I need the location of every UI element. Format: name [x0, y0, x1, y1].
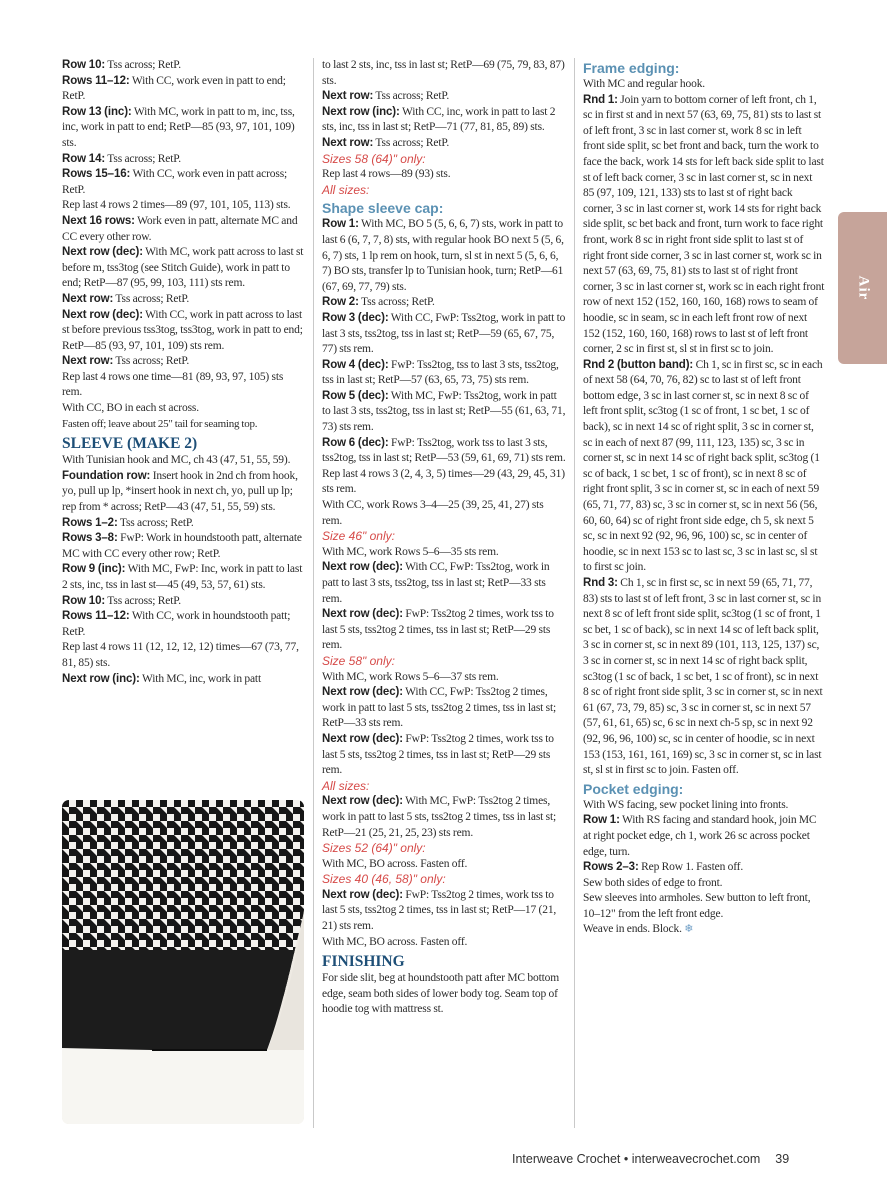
instruction-paragraph	[322, 467, 566, 498]
instruction-paragraph	[583, 813, 825, 860]
instruction-paragraph	[62, 152, 304, 168]
row-label: Row 5 (dec):	[322, 389, 389, 402]
instruction-text: With CC, work in houndstooth patt; RetP.	[62, 610, 291, 638]
instruction-paragraph	[62, 516, 304, 532]
section-heading: Frame edging:	[583, 60, 680, 76]
row-label: Next row (dec):	[62, 308, 143, 321]
instruction-text: With MC, work Rows 5–6—37 sts rem.	[322, 670, 499, 683]
size-note: Sizes 58 (64)" only:	[322, 151, 426, 166]
instruction-text: Sew sleeves into armholes. Sew button to left front, 10–12" from the left front edge.	[583, 892, 811, 920]
instruction-text: to last 2 sts, inc, tss in last st; RetP—69 (75, 79, 83, 87) sts.	[322, 59, 565, 87]
instruction-text: With MC, FwP: Tss2tog 2 times, work in patt to last 5 sts, tss2tog 2 times, tss in last st; RetP—21 (25, 21, 25, 23) sts rem.	[322, 795, 557, 839]
instruction-paragraph	[322, 311, 566, 358]
instruction-paragraph	[62, 453, 304, 469]
instruction-paragraph	[62, 354, 304, 370]
row-label: Next row (dec):	[322, 888, 403, 901]
instruction-paragraph	[583, 576, 825, 779]
section-title: SLEEVE (MAKE 2)	[62, 435, 198, 453]
row-label: Next row (dec):	[322, 561, 403, 574]
row-label: Next row (inc):	[62, 672, 140, 685]
instruction-paragraph	[583, 922, 825, 938]
instruction-text: Rep last 4 rows 11 (12, 12, 12, 12) times—67 (73, 77, 81, 85) sts.	[62, 641, 299, 669]
instruction-paragraph	[322, 732, 566, 779]
end-snowflake-icon: ❄	[684, 923, 694, 936]
instruction-text: Ch 1, sc in first sc, sc in next 59 (65, 71, 77, 83) sts to last st of left front, 3 sc in last corner st, sc in next 8 sc of left front side split, sc3tog (1 sc of front, 1 sc bet, 1 sc of back), sc in next 14 sc of left back split, 3 sc in corner st, sc in next 89 (101, 113, 125, 137) sc, 3 sc in corner st, sc in next 14 sc of right back split, sc3tog (1 sc of back, 1 sc bet, 1 sc of front), sc in next 8 sc of right front side split, 3 sc in corner st, sc in next 61 (67, 73, 79, 85) sc, 3 sc in corner st, sc in next 57 (57, 61, 61, 65) sc, 6 sc in next ch-5 sp, sc in next 92 (92, 96, 96, 100) sc, sc in center of hoodie, sc in next 153 (153, 161, 161, 169) sc, 3 sc in corner st, sc in last st, sl st in first sc to join. Fasten off.	[583, 577, 823, 777]
instruction-paragraph	[62, 417, 304, 433]
instruction-paragraph	[322, 971, 566, 1018]
instruction-paragraph	[322, 167, 566, 183]
instruction-paragraph	[322, 89, 566, 105]
instruction-text: FwP: Work in houndstooth patt, alternate MC with CC every other row; RetP.	[62, 532, 302, 560]
instruction-paragraph	[322, 935, 566, 951]
instruction-text: Tss across; RetP.	[113, 355, 190, 368]
instruction-paragraph	[583, 891, 825, 922]
page-number: 39	[775, 1152, 790, 1166]
instruction-text: FwP: Tss2tog, work tss to last 3 sts, tss2tog, tss in last st; RetP—53 (59, 61, 69, 71) sts rem.	[322, 436, 566, 465]
side-tab-label: Air	[855, 275, 871, 301]
size-note: All sizes:	[322, 778, 370, 793]
instruction-paragraph	[322, 607, 566, 654]
houndstooth-sweater-photo	[62, 800, 304, 1124]
column-divider	[574, 58, 575, 1128]
instruction-paragraph	[62, 401, 304, 417]
instruction-text: Fasten off; leave about 25" tail for seaming top.	[62, 417, 258, 430]
row-label: Row 1:	[322, 218, 359, 231]
instruction-paragraph	[322, 217, 566, 295]
instruction-text: Work even in patt, alternate MC and CC every other row.	[62, 214, 298, 243]
instruction-text: Weave in ends. Block.	[583, 923, 685, 936]
instruction-text: FwP: Tss2tog 2 times, work tss to last 5 sts, tss2tog 2 times, tss in last st; RetP—29 sts rem.	[322, 732, 554, 777]
instruction-text: Tss across; RetP.	[358, 296, 435, 309]
instruction-text: With CC, work even in patt across; RetP.	[62, 168, 288, 196]
row-label: Next row (dec):	[322, 732, 403, 745]
instruction-text: With MC, inc, work in patt	[139, 672, 262, 685]
instruction-text: Insert hook in 2nd ch from hook, yo, pull up lp, *insert hook in next ch, yo, pull up lp; rep from * across; RetP—43 (47, 51, 55, 59) sts.	[62, 469, 298, 514]
size-note: All sizes:	[322, 182, 370, 197]
row-label: Rows 3–8:	[62, 532, 118, 545]
instruction-text: With MC, work in patt to m, inc, tss, inc, work in patt to end; RetP—85 (93, 97, 101, 109) sts.	[62, 105, 295, 149]
instruction-paragraph	[62, 214, 304, 245]
instruction-text: With MC, BO across. Fasten off.	[322, 857, 468, 870]
instruction-text: Rep Row 1. Fasten off.	[638, 861, 744, 874]
instruction-text: Sew both sides of edge to front.	[583, 876, 723, 889]
instruction-text: Tss across; RetP.	[117, 516, 194, 529]
instruction-paragraph	[583, 860, 825, 876]
row-label: Next row:	[62, 292, 114, 305]
row-label: Row 2:	[322, 296, 359, 309]
row-label: Row 6 (dec):	[322, 436, 389, 449]
section-heading: Pocket edging:	[583, 780, 684, 797]
column-2	[322, 58, 566, 1018]
instruction-text: Rep last 4 rows 2 times—89 (97, 101, 105, 113) sts.	[62, 199, 291, 212]
instruction-text: Rep last 4 rows 3 (2, 4, 3, 5) times—29 (43, 29, 45, 31) sts rem.	[322, 467, 565, 496]
column-divider	[313, 58, 314, 1128]
instruction-paragraph	[583, 93, 825, 358]
instruction-text: With MC, BO 5 (5, 6, 6, 7) sts, work in patt to last 6 (6, 7, 7, 8) sts, with regular hook BO next 5 (5, 6, 6, 7) sts, 1 lp rem on hook, turn, sl st in next 5 (5, 6, 6, 7) BO sts, transfer lp to Tunisian hook, turn; RetP—61 (67, 69, 77, 79) sts.	[322, 218, 564, 293]
row-label: Next 16 rows:	[62, 214, 135, 227]
instruction-paragraph	[322, 358, 566, 389]
size-note: Sizes 52 (64)" only:	[322, 841, 426, 856]
row-label: Rows 15–16:	[62, 168, 131, 181]
footer-url: interweavecrochet.com	[631, 1152, 761, 1166]
instruction-text: FwP: Tss2tog 2 times, work tss to last 5 sts, tss2tog 2 times, tss in last st; RetP—17 (21, 21) sts rem.	[322, 888, 557, 933]
instruction-text: With MC, FwP: Inc, work in patt to last 2 sts, inc, tss in last st—45 (49, 53, 57, 61) sts.	[62, 563, 303, 591]
instruction-paragraph	[322, 498, 566, 529]
instruction-text: Tss across; RetP.	[105, 59, 181, 71]
instruction-paragraph	[62, 74, 304, 105]
instruction-text: With CC, inc, work in patt to last 2 sts, inc, tss in last st; RetP—71 (77, 81, 85, 89) sts.	[322, 105, 556, 134]
instruction-text: Tss across; RetP.	[105, 152, 181, 165]
instruction-text: Tss across; RetP.	[373, 136, 450, 149]
instruction-text: Join yarn to bottom corner of left front, ch 1, sc in first st and in next 57 (63, 69, 75, 81) sts to last st of left front, 3 sc in last corner st, work 8 sc in left front side split, sc bet front and back, turn the work to face the back, work 14 sts for left back side split to last st of left back corner, 3 sc in last corner st, sc in next 85 (97, 109, 121, 133) sts to last st of right back corner, 3 sc in last corner st, work 14 sts for right back side split, sc bet back and front, turn work to face right front, work 8 sc in right front side split to last st of right front side corner, 3 sc in last corner st, work sc in next 57 (63, 69, 75, 81) sts to last st of right front corner, 3 sc in last corner st, work sc in each right front row of next 152 (152, 160, 160, 168) rows to seam of hoodie, sc in seam, sc in each left front row of next 152 (152, 160, 160, 168) rows to last st of left front corner, 2 sc in first st, sl st in first sc to join.	[583, 93, 825, 356]
instruction-paragraph	[62, 640, 304, 671]
instruction-text: FwP: Tss2tog 2 times, work tss to last 5 sts, tss2tog 2 times, tss in last st; RetP—29 sts rem.	[322, 608, 554, 652]
instruction-text: With CC, work in patt across to last st before previous tss3tog, tss3tog, work in patt to end; RetP—85 (93, 97, 101, 109) sts rem.	[62, 308, 303, 352]
row-label: Rows 2–3:	[583, 861, 639, 874]
instruction-text: With CC, FwP: Tss2tog, work in patt to last 3 sts, tss2tog, tss in last st; RetP—59 (65, 67, 75, 77) sts rem.	[322, 311, 566, 356]
column-1	[62, 58, 304, 687]
instruction-text: FwP: Tss2tog, tss to last 3 sts, tss2tog, tss in last st; RetP—57 (63, 65, 73, 75) sts rem.	[322, 358, 559, 387]
instruction-text: With MC and regular hook.	[583, 78, 706, 90]
instruction-paragraph	[322, 295, 566, 311]
instruction-text: With CC, BO in each st across.	[62, 402, 199, 415]
row-label: Row 4 (dec):	[322, 358, 389, 371]
page-footer	[512, 1152, 832, 1166]
instruction-paragraph	[322, 857, 566, 873]
instruction-paragraph	[62, 531, 304, 562]
row-label: Next row (dec):	[322, 795, 403, 808]
instruction-paragraph	[62, 292, 304, 308]
instruction-paragraph	[62, 308, 304, 355]
row-label: Row 1:	[583, 814, 620, 827]
row-label: Rows 11–12:	[62, 74, 130, 87]
instruction-text: Tss across; RetP.	[105, 594, 181, 607]
row-label: Row 14:	[62, 152, 106, 165]
instruction-paragraph	[583, 77, 825, 93]
row-label: Foundation row:	[62, 469, 151, 482]
instruction-text: With Tunisian hook and MC, ch 43 (47, 51, 55, 59).	[62, 454, 291, 467]
row-label: Row 9 (inc):	[62, 563, 126, 576]
instruction-paragraph	[62, 609, 304, 640]
instruction-text: Rep last 4 rows—89 (93) sts.	[322, 168, 451, 181]
footer-magazine: Interweave Crochet	[512, 1152, 621, 1166]
instruction-paragraph	[322, 560, 566, 607]
instruction-paragraph	[62, 370, 304, 401]
row-label: Rows 1–2:	[62, 516, 118, 529]
instruction-text: Rep last 4 rows one time—81 (89, 93, 97, 105) sts rem.	[62, 370, 284, 399]
instruction-text: Ch 1, sc in first sc, sc in each of next 58 (64, 70, 76, 82) sc to last st of left front bottom edge, 3 sc in last corner st, sc in next 8 sc of left front split, sc3tog (1 sc of front, 1 sc bet, 1 sc of back), sc in next 14 sc of right split, 3 sc in corner st, sc in each of next 87 (99, 111, 123, 135) sc, 3 sc in corner st, sc in next 14 sc of right back split, sc3tog (1 sc of back, 1 sc bet, 1 sc of front), sc in next 8 sc of right front split, 3 sc in corner st, sc in each of next 59 (65, 71, 77, 83) sc, 3 sc in corner st, sc in next 56 (56, 60, 60, 64) sc of right front side edge, ch 5, sk next 5 sc, sc in next 92 (92, 96, 96, 100) sc, sc in center of hoodie, sc in next 153 sc to last sc, 3 sc in last sc, sl st to first sc join.	[583, 358, 823, 574]
instruction-text: With MC, BO across. Fasten off.	[322, 935, 468, 948]
instruction-paragraph	[322, 685, 566, 732]
instruction-text: With CC, work even in patt to end; RetP.	[62, 74, 286, 103]
instruction-paragraph	[62, 198, 304, 214]
instruction-paragraph	[62, 105, 304, 152]
column-3	[583, 58, 825, 938]
instruction-text: With CC, FwP: Tss2tog, work in patt to last 3 sts, tss2tog, tss in last st; RetP—33 sts rem.	[322, 561, 550, 605]
section-title: FINISHING	[322, 953, 405, 971]
instruction-paragraph	[583, 876, 825, 892]
row-label: Rnd 3:	[583, 577, 618, 589]
row-label: Next row (dec):	[322, 608, 403, 621]
row-label: Rnd 1:	[583, 93, 618, 106]
instruction-text: Tss across; RetP.	[113, 292, 190, 305]
section-heading: Shape sleeve cap:	[322, 200, 444, 217]
instruction-text: With CC, FwP: Tss2tog 2 times, work in patt to last 5 sts, tss2tog 2 times, tss in last st; RetP—33 sts rem.	[322, 686, 557, 730]
row-label: Rows 11–12:	[62, 610, 130, 623]
instruction-paragraph	[62, 167, 304, 198]
instruction-paragraph	[62, 245, 304, 292]
row-label: Next row (dec):	[62, 246, 143, 259]
instruction-text: Tss across; RetP.	[373, 90, 450, 103]
instruction-paragraph	[322, 888, 566, 935]
instruction-text: With MC, FwP: Tss2tog, work in patt to last 3 sts, tss2tog, tss in last st; RetP—55 (61, 63, 71, 73) sts rem.	[322, 389, 566, 434]
houndstooth-image	[62, 800, 304, 1124]
row-label: Row 10:	[62, 594, 106, 607]
size-note: Size 58" only:	[322, 653, 395, 668]
instruction-paragraph	[62, 594, 304, 610]
row-label: Next row:	[322, 136, 374, 149]
instruction-paragraph	[62, 58, 304, 74]
instruction-text: With CC, work Rows 3–4—25 (39, 25, 41, 27) sts rem.	[322, 499, 544, 527]
instruction-paragraph	[322, 105, 566, 136]
row-label: Next row:	[62, 355, 114, 368]
instruction-paragraph	[322, 58, 566, 89]
instruction-text: With RS facing and standard hook, join MC at right pocket edge, ch 1, work 26 sc across pocket edge, turn.	[583, 814, 817, 858]
row-label: Row 13 (inc):	[62, 105, 132, 118]
instruction-text: For side slit, beg at houndstooth patt after MC bottom edge, seam both sides of lower body tog. Seam top of hoodie tog with mattress st.	[322, 972, 560, 1016]
size-note: Sizes 40 (46, 58)" only:	[322, 872, 446, 887]
instruction-paragraph	[322, 389, 566, 436]
row-label: Next row (inc):	[322, 105, 400, 118]
row-label: Next row (dec):	[322, 686, 403, 699]
section-side-tab	[838, 212, 887, 364]
instruction-paragraph	[322, 545, 566, 561]
instruction-paragraph	[62, 469, 304, 516]
instruction-paragraph	[583, 798, 825, 814]
size-note: Size 46" only:	[322, 529, 395, 544]
instruction-paragraph	[322, 670, 566, 686]
instruction-paragraph	[62, 562, 304, 593]
instruction-paragraph	[322, 136, 566, 152]
footer-bullet: •	[623, 1152, 629, 1166]
instruction-text: With MC, work patt across to last st before m, tss3tog (see Stitch Guide), work in patt to end; RetP—87 (95, 99, 103, 111) sts rem.	[62, 246, 304, 290]
row-label: Next row:	[322, 90, 374, 103]
instruction-text: With WS facing, sew pocket lining into fronts.	[583, 798, 789, 811]
row-label: Rnd 2 (button band):	[583, 358, 694, 371]
instruction-paragraph	[62, 672, 304, 688]
instruction-paragraph	[322, 436, 566, 467]
instruction-paragraph	[583, 358, 825, 576]
row-label: Row 3 (dec):	[322, 311, 389, 324]
instruction-paragraph	[322, 794, 566, 841]
row-label: Row 10:	[62, 59, 106, 71]
instruction-text: With MC, work Rows 5–6—35 sts rem.	[322, 545, 499, 558]
